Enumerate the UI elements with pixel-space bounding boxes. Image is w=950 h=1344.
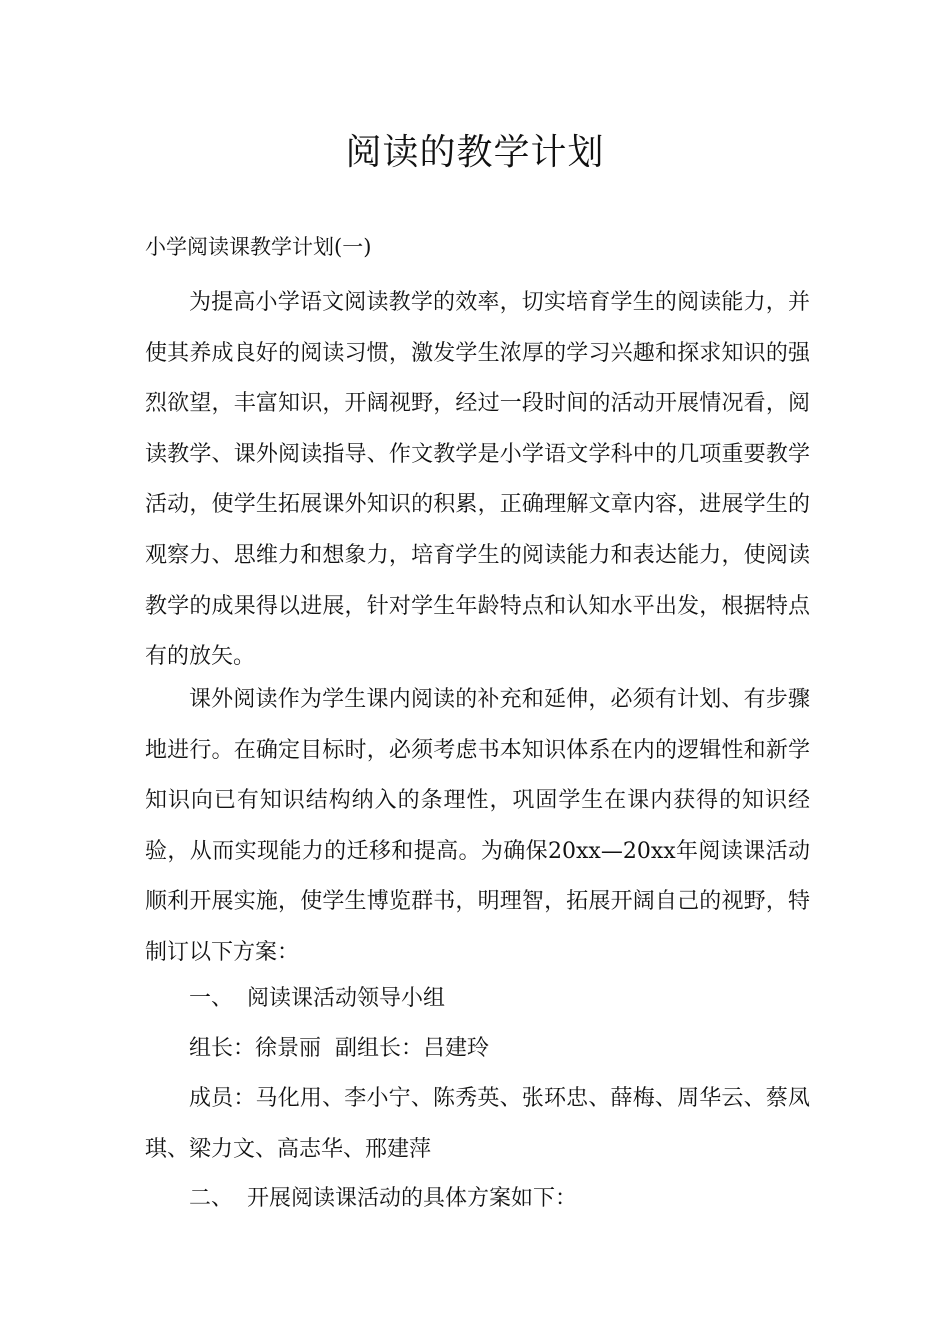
document-subtitle: 小学阅读课教学计划(一) [145,235,372,259]
body-paragraph-1: 为提高小学语文阅读教学的效率，切实培育学生的阅读能力，并使其养成良好的阅读习惯，激发学生浓厚的学习兴趣和探求知识的强烈欲望，丰富知识，开阔视野，经过一段时间的活动开展情况看，阅读教学、课外阅读指导、作文教学是小学语文学科中的几项重要教学活动，使学生拓展课外知识的积累，正确理解文章内容，进展学生的观察力、思维力和想象力，培育学生的阅读能力和表达能力，使阅读教学的成果得以进展，针对学生年龄特点和认知水平出发，根据特点有的放矢。 [145,290,810,670]
section-heading-1: 一、 阅读课活动领导小组 [189,986,445,1011]
members-line: 成员：马化用、李小宁、陈秀英、张环忠、薛梅、周华云、蔡凤琪、梁力文、高志华、邢建萍 [145,1086,810,1162]
section-heading-2: 二、 开展阅读课活动的具体方案如下： [189,1186,577,1211]
document-title: 阅读的教学计划 [345,132,605,173]
body-paragraph-2: 课外阅读作为学生课内阅读的补充和延伸，必须有计划、有步骤地进行。在确定目标时，必须考虑书本知识体系在内的逻辑性和新学知识向已有知识结构纳入的条理性，巩固学生在课内获得的知识经验，从而实现能力的迁移和提高。为确保20xx—20xx年阅读课活动顺利开展实施，使学生博览群书，明理智，拓展开阔自己的视野，特制订以下方案： [145,687,810,965]
leaders-line: 组长：徐景丽 副组长：吕建玲 [189,1036,489,1061]
